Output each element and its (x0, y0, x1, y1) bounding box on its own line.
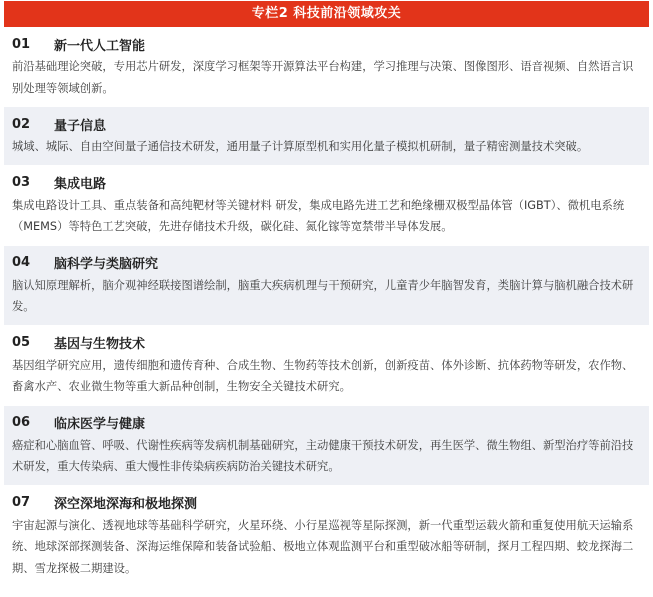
section-07 (4, 486, 649, 588)
section-02 (4, 107, 649, 166)
section-number: 06 (12, 415, 31, 430)
section-body: 脑认知原理解析，脑介观神经联接图谱绘制，脑重大疾病机理与干预研究，儿童青少年脑智发育，类脑计算与脑机融合技术研发。 (12, 278, 634, 313)
section-05 (4, 326, 649, 406)
section-header (12, 494, 641, 512)
section-body: 宇宙起源与演化、透视地球等基础科学研究，火星环绕、小行星巡视等星际探测，新一代重型运载火箭和重复使用航天运输系统、地球深部探测装备、深海运维保障和装备试验船、极地立体观监测平台和重型破冰船等研制，探月工程四期、蛟龙探海二期、雪龙探极二期建设。 (12, 518, 634, 575)
section-body: 前沿基础理论突破，专用芯片研发，深度学习框架等开源算法平台构建，学习推理与决策、图像图形、语音视频、自然语言识别处理等领域创新。 (12, 60, 634, 95)
section-header (12, 334, 641, 352)
section-title: 集成电路 (54, 177, 107, 192)
section-header (12, 254, 641, 272)
section-title: 深空深地深海和极地探测 (54, 497, 198, 512)
section-title: 临床医学与健康 (54, 417, 146, 432)
section-06 (4, 406, 649, 486)
section-01 (4, 27, 649, 107)
section-title: 新一代人工智能 (54, 38, 146, 54)
section-body: 城域、城际、自由空间量子通信技术研发，通用量子计算原型机和实用化量子模拟机研制，量子精密测量技术突破。 (12, 140, 589, 153)
section-number: 03 (12, 175, 31, 190)
section-header (12, 174, 641, 192)
section-title: 基因与生物技术 (54, 337, 146, 352)
section-body: 集成电路设计工具、重点装备和高纯靶材等关键材料 研发，集成电路先进工艺和绝缘栅双极型晶体管（IGBT）、微机电系统（MEMS）等特色工艺突破，先进存储技术升级，碳化硅、氮化镓等宽禁带半导体发展。 (12, 198, 625, 233)
tech-frontier-panel (4, 1, 649, 587)
section-header (12, 115, 641, 133)
section-header (12, 35, 641, 53)
panel-title-banner: 专栏2 科技前沿领域攻关 (4, 1, 649, 27)
section-title: 量子信息 (54, 118, 107, 134)
section-03 (4, 166, 649, 246)
section-body: 基因组学研究应用，遗传细胞和遗传育种、合成生物、生物药等技术创新，创新疫苗、体外诊断、抗体药物等研发，农作物、畜禽水产、农业微生物等重大新品种创制，生物安全关键技术研究。 (12, 358, 634, 393)
section-title: 脑科学与类脑研究 (54, 257, 159, 272)
section-header (12, 414, 641, 432)
section-number: 01 (12, 36, 31, 52)
section-number: 04 (12, 255, 31, 270)
section-number: 02 (12, 116, 31, 132)
section-number: 07 (12, 495, 31, 510)
section-04 (4, 246, 649, 326)
section-number: 05 (12, 335, 31, 350)
section-body: 癌症和心脑血管、呼吸、代谢性疾病等发病机制基础研究，主动健康干预技术研发，再生医学、微生物组、新型治疗等前沿技术研发，重大传染病、重大慢性非传染病疾病防治关键技术研究。 (12, 438, 634, 473)
